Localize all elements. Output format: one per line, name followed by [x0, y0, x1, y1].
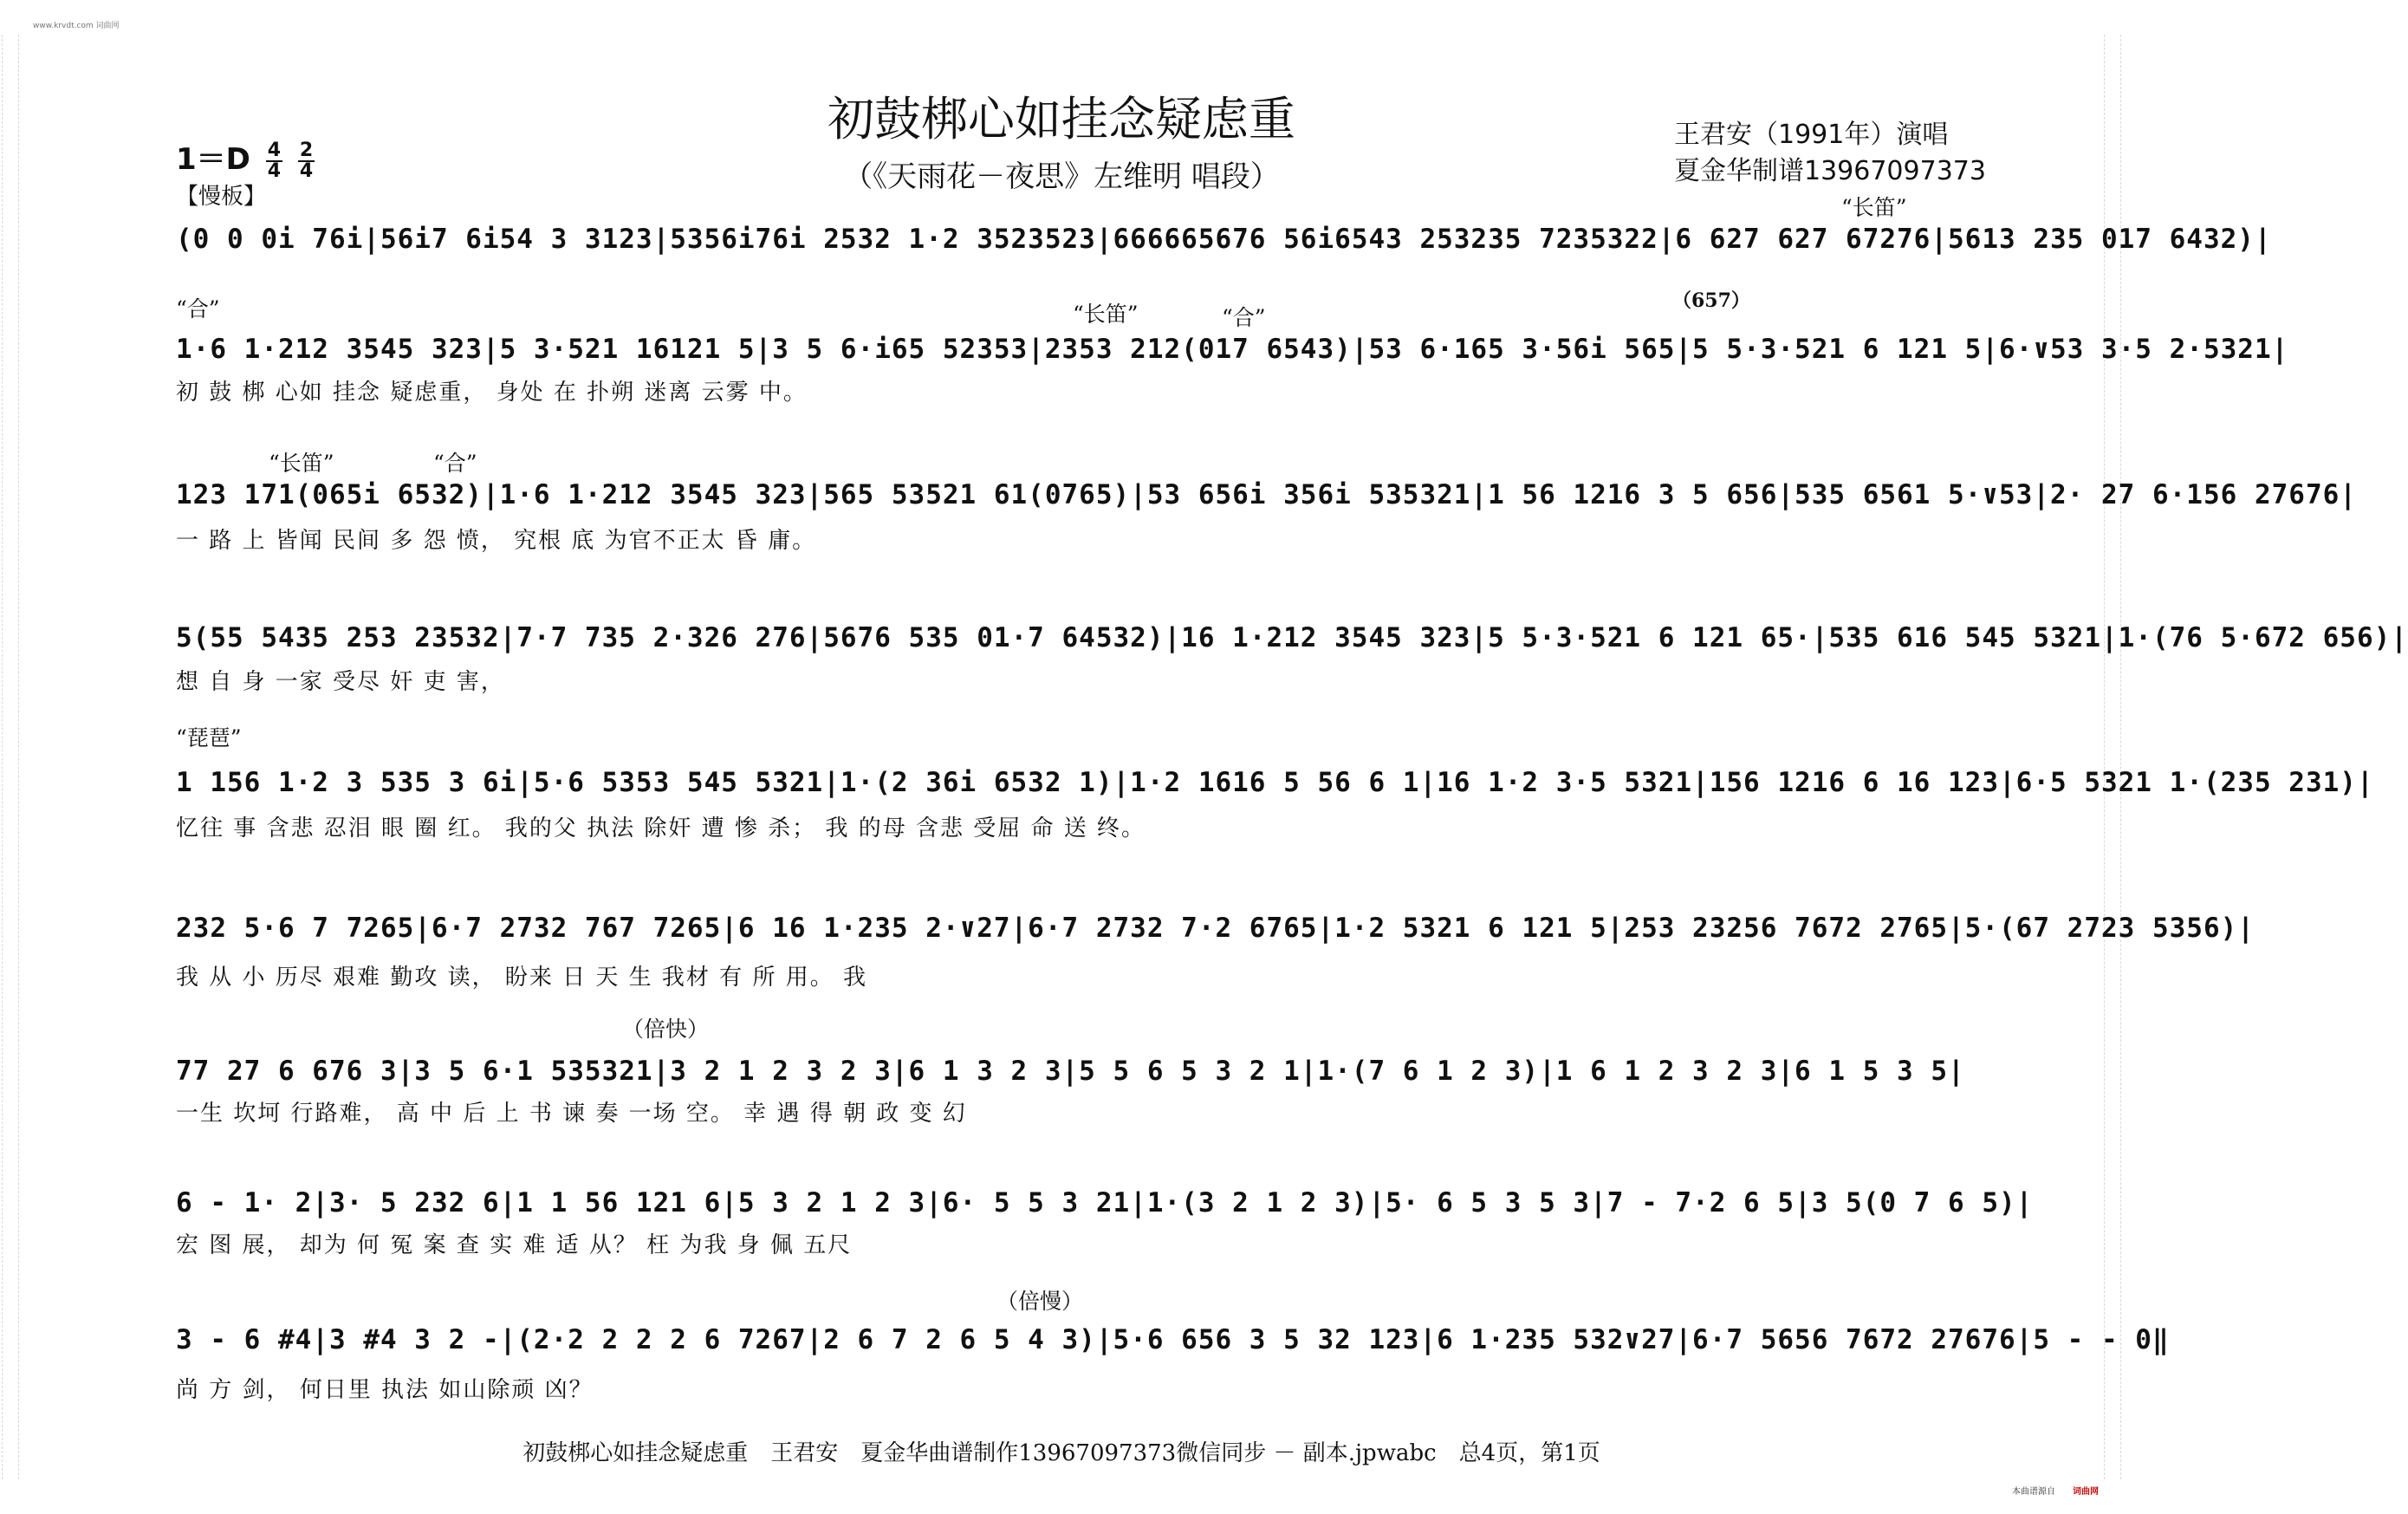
lyrics-line-9: 尚 方 剑， 何日里 执法 如山除顽 凶？ [176, 1377, 594, 1403]
notation-line-4: 5(55 5435 253 23532|7·7 735 2·326 276|5676 535 01·7 64532)|16 1·212 3545 323|5 5·3·521 6 121 65·|535 616 545 5321|1·(76 5·672 656)| [176, 622, 2408, 653]
lyrics-line-7: 一生 坎坷 行路难， 高 中 后 上 书 谏 奏 一场 空。 幸 遇 得 朝 政 变 幻 [176, 1101, 967, 1127]
notation-line-3: 123 171(065i 6532)|1·6 1·212 3545 323|565 53521 61(0765)|53 656i 356i 535321|1 56 1216 3 5 656|535 6561 5·∨53|2· 27 6·156 27676| [176, 479, 2357, 510]
time-signature-2: $\frac{2}{4}$ [299, 139, 314, 182]
lyrics-line-8: 宏 图 展， 却为 何 冤 案 查 实 难 适 从？ 枉 为我 身 佩 五尺 [176, 1232, 853, 1258]
annotation-chang-di: “长笛” [1073, 302, 1139, 327]
logo-left-text: 本曲谱源自 [2012, 1487, 2055, 1497]
lyrics-line-5: 忆往 事 含悲 忍泪 眼 圈 红。 我的父 执法 除奸 遭 惨 杀； 我 的母 含悲 受屈 命 送 终。 [176, 815, 1146, 841]
notation-line-5: 1 156 1·2 3 535 3 6i|5·6 5353 545 5321|1·(2 36i 6532 1)|1·2 1616 5 56 6 1|16 1·2 3·5 5321|156 1216 6 16 123|6·5 5321 1·(235 231)| [176, 767, 2374, 798]
lyrics-line-6: 我 从 小 历尽 艰难 勤攻 读， 盼来 日 天 生 我材 有 所 用。 我 [176, 965, 867, 991]
annotation-he: “合” [1222, 305, 1266, 330]
corner-watermark: www.krvdt.com 词曲网 [33, 22, 120, 30]
annotation-grace-notes: （657） [1672, 289, 1750, 312]
lyrics-line-2: 初 鼓 梆 心如 挂念 疑虑重， 身处 在 扑朔 迷离 云雾 中。 [176, 380, 808, 406]
notation-line-6: 232 5·6 7 7265|6·7 2732 767 7265|6 16 1·235 2·∨27|6·7 2732 7·2 6765|1·2 5321 6 121 5|253 23256 7672 2765|5·(67 2723 5356)| [176, 913, 2255, 944]
notation-line-7: 77 27 6 676 3|3 5 6·1 535321|3 2 1 2 3 2 3|6 1 3 2 3|5 5 6 5 3 2 1|1·(7 6 1 2 3)|1 6 1 2 3 2 3|6 1 5 3 5| [176, 1056, 1965, 1087]
annotation-pipa: “琵琶” [176, 725, 242, 751]
time-signature-1: $\frac{4}{4}$ [267, 139, 282, 182]
annotation-slow: （倍慢） [996, 1289, 1084, 1314]
notation-line-8: 6 - 1· 2|3· 5 232 6|1 1 56 121 6|5 3 2 1 2 3|6· 5 5 3 21|1·(3 2 1 2 3)|5· 6 5 3 5 3|7 - 7·2 6 5|3 5(0 7 6 5)| [176, 1187, 2034, 1218]
score-title: 初鼓梆心如挂念疑虑重 [828, 92, 1295, 146]
key-signature [176, 135, 315, 181]
key-label: 1＝D [176, 142, 250, 177]
tempo-marking: 【慢板】 [176, 184, 267, 210]
transcriber-credit: 夏金华制谱13967097373 [1674, 156, 1986, 186]
page-footer: 初鼓梆心如挂念疑虑重 王君安 夏金华曲谱制作13967097373微信同步 － 副本.jpwabc 总4页，第1页 [522, 1440, 1600, 1466]
singer-credit: 王君安（1991年）演唱 [1674, 120, 1949, 150]
score-subtitle: （《天雨花－夜思》左维明 唱段） [843, 159, 1280, 194]
logo-right-text: 词曲网 [2073, 1487, 2099, 1497]
notation-line-9: 3 - 6 #4|3 #4 3 2 -|(2·2 2 2 2 6 7267|2 6 7 2 6 5 4 3)|5·6 656 3 5 32 123|6 1·235 532∨27|6·7 5656 7672 27676|5 - - 0‖ [176, 1324, 2170, 1355]
notation-line-2: 1·6 1·212 3545 323|5 3·521 16121 5|3 5 6·i65 52353|2353 212(017 6543)|53 6·165 3·56i 565|5 5·3·521 6 121 5|6·∨53 3·5 2·5321| [176, 334, 2289, 365]
notation-line-1: (0 0 0i 76i|56i7 6i54 3 3123|5356i76i 2532 1·2 3523523|666665676 56i6543 253235 7235322|6 627 627 67276|5613 235 017 6432)| [176, 224, 2272, 255]
annotation-he: “合” [176, 296, 220, 322]
site-logo [2012, 1484, 2099, 1497]
annotation-chang-di: “长笛” [269, 451, 334, 476]
lyrics-line-4: 想 自 身 一家 受尽 奸 吏 害， [176, 669, 505, 695]
annotation-he: “合” [433, 451, 477, 476]
left-margin-ruler [2, 35, 19, 1479]
lyrics-line-3: 一 路 上 皆闻 民间 多 怨 愤， 究根 底 为官不正太 昏 庸。 [176, 528, 817, 554]
annotation-chang-di: “长笛” [1841, 195, 1907, 220]
annotation-fast: （倍快） [622, 1017, 710, 1042]
